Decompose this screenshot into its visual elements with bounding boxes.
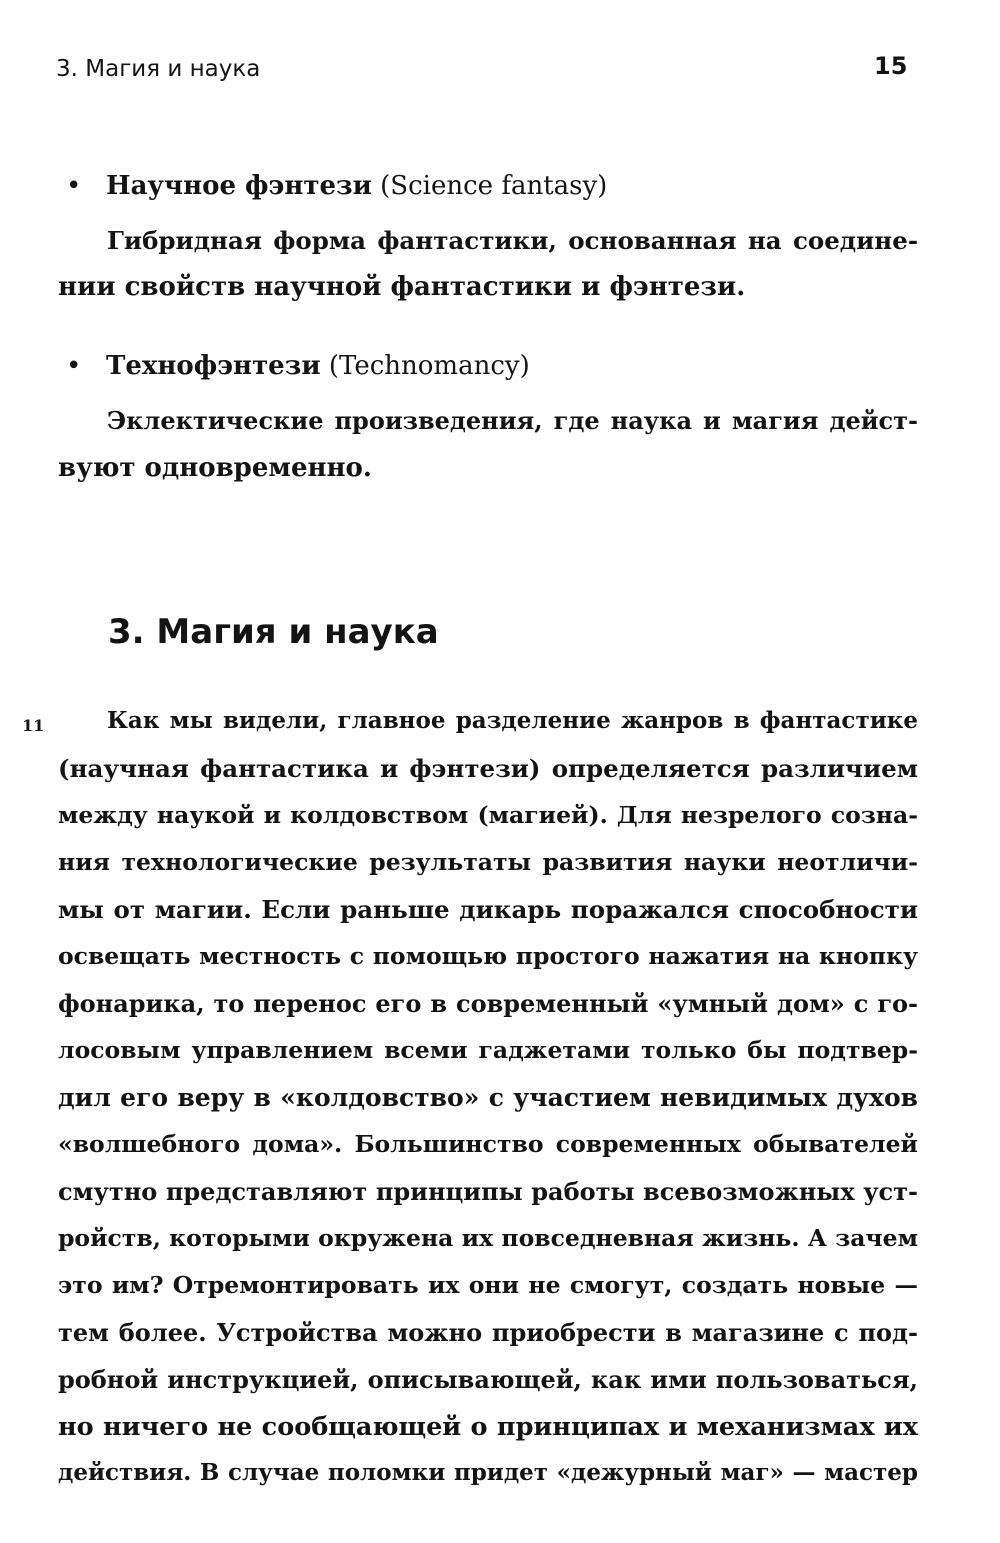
paragraph-line: действия. В случае поломки придет «дежурный маг» — мастер: [58, 1459, 918, 1486]
paragraph-line: робной инструкцией, описывающей, как ими пользоваться,: [58, 1365, 918, 1394]
margin-number: 11: [22, 716, 45, 735]
term-original: (Science fantasy): [380, 171, 608, 201]
paragraph-line: «волшебного дома». Большинство современных обывателей: [58, 1130, 918, 1158]
definition-line: Эклектические произведения, где наука и магия дейст-: [107, 406, 918, 435]
paragraph-line: лосовым управлением всеми гаджетами только бы подтвер-: [58, 1036, 918, 1064]
definition-line: нии свойств научной фантастики и фэнтези.: [58, 272, 746, 302]
paragraph-line: (научная фантастика и фэнтези) определяется различием: [58, 754, 918, 783]
definition-line: Гибридная форма фантастики, основанная на соедине-: [107, 226, 918, 255]
paragraph-line: ройств, которыми окружена их повседневная жизнь. А зачем: [58, 1224, 918, 1252]
bullet-icon: •: [66, 171, 82, 201]
paragraph-line: освещать местность с помощью простого нажатия на кнопку: [58, 942, 918, 970]
definition-line: вуют одновременно.: [58, 453, 372, 483]
term-name: Технофэнтези: [106, 351, 321, 381]
paragraph-line: тем более. Устройства можно приобрести в магазине с под-: [58, 1318, 918, 1347]
paragraph-line: дил его веру в «колдовство» с участием невидимых духов: [58, 1083, 918, 1112]
paragraph-line: ния технологические результаты развития науки неотличи-: [58, 848, 918, 876]
term-original: (Technomancy): [328, 351, 530, 381]
paragraph-line: но ничего не сообщающей о принципах и механизмах их: [58, 1412, 918, 1442]
page-number: 15: [874, 52, 908, 80]
term-entry-science-fantasy: [66, 171, 607, 201]
paragraph-line: смутно представляют принципы работы всевозможных уст-: [58, 1177, 918, 1206]
paragraph-line: это им? Отремонтировать их они не смогут, создать новые —: [58, 1271, 918, 1299]
paragraph-line: мы от магии. Если раньше дикарь поражался способности: [58, 895, 918, 924]
running-head: 3. Магия и наука: [56, 56, 261, 82]
paragraph-line: фонарика, то перенос его в современный «умный дом» с го-: [58, 989, 918, 1018]
term-name: Научное фэнтези: [106, 171, 372, 201]
section-heading: 3. Магия и наука: [108, 612, 439, 652]
paragraph-line: между наукой и колдовством (магией). Для незрелого созна-: [58, 801, 918, 829]
term-entry-technomancy: [66, 351, 530, 381]
paragraph-line: Как мы видели, главное разделение жанров в фантастике: [107, 707, 918, 734]
bullet-icon: •: [66, 351, 82, 381]
